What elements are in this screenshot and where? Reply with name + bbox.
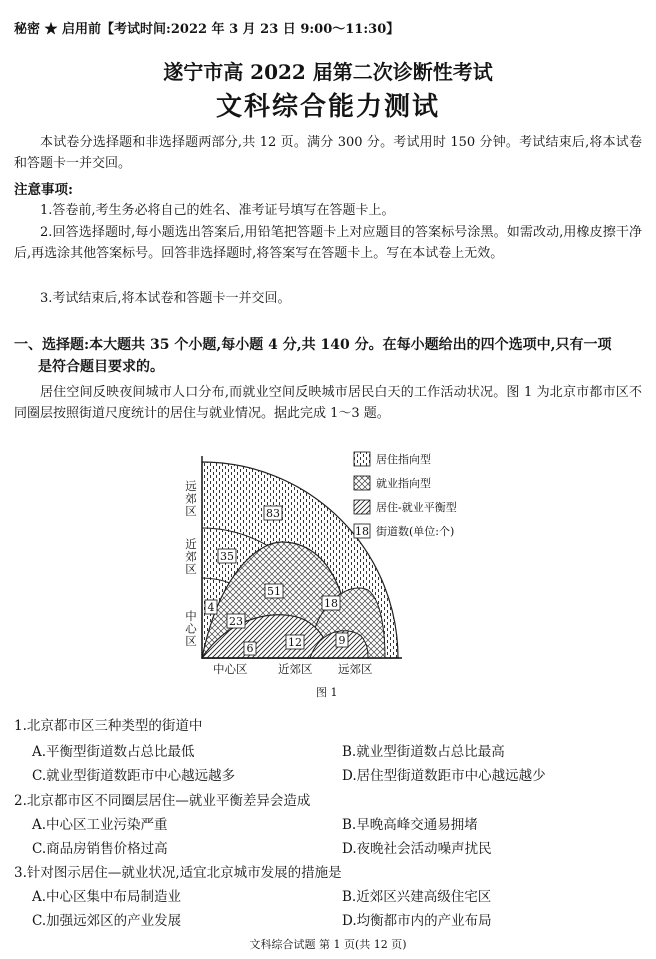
question-1-stem: 1.北京都市区三种类型的街道中 [14,718,203,734]
question-2-option-b[interactable]: B.早晚高峰交通易拥堵 [342,817,478,833]
question-2-option-d[interactable]: D.夜晚社会活动噪声扰民 [342,841,492,857]
region-number-residential-center: 4 [207,601,215,614]
x-label-center: 中心区 [213,662,248,676]
legend-balanced: 居住-就业平衡型 [376,501,457,514]
question-2-option-c[interactable]: C.商品房销售价格过高 [32,841,168,857]
question-3-option-d[interactable]: D.均衡都市内的产业布局 [342,913,492,929]
legend-residential: 居住指向型 [376,453,431,466]
question-2-stem: 2.北京都市区不同圈层居住—就业平衡差异会造成 [14,793,311,809]
exam-title-subject: 文科综合能力测试 [215,92,440,122]
question-2-option-a[interactable]: A.中心区工业污染严重 [32,817,168,833]
region-number-balanced-near: 12 [288,636,302,649]
region-number-balanced-center: 6 [246,642,254,655]
y-label-center: 中心区 [184,610,198,648]
region-number-employment-near: 51 [267,585,281,598]
notice-item-2: 2.回答选择题时,每小题选出答案后,用铅笔把答题卡上对应题目的答案标号涂黑。如需改动,用橡皮擦干净后,再选涂其他答案标号。回答非选择题时,将答案写在答题卡上。写在本试卷上无效。 [14,225,642,261]
legend-street-count: 街道数(单位:个) [376,525,455,538]
figure-caption: 图 1 [316,686,338,699]
region-number-residential-near: 35 [220,550,234,563]
figure-legend [354,452,457,538]
exam-intro: 本试卷分选择题和非选择题两部分,共 12 页。满分 300 分。考试用时 150 分钟。考试结束后,将本试卷和答题卡一并交回。 [14,135,642,171]
question-3-option-c[interactable]: C.加强远郊区的产业发展 [32,913,182,929]
question-1-option-a[interactable]: A.平衡型街道数占总比最低 [32,744,195,760]
question-3-option-a[interactable]: A.中心区集中布局制造业 [32,889,182,905]
section-heading-line1: 一、选择题:本大题共 35 个小题,每小题 4 分,共 140 分。在每小题给出的四个选项中,只有一项 [14,337,612,353]
notice-item-3: 3.考试结束后,将本试卷和答题卡一并交回。 [40,291,291,306]
region-number-employment-far: 18 [324,597,338,610]
region-number-balanced-far: 9 [338,634,346,647]
notice-title: 注意事项: [14,182,73,198]
section-heading [14,334,642,378]
region-number-residential-far: 83 [266,507,280,520]
reading-passage: 居住空间反映夜间城市人口分布,而就业空间反映城市居民白天的工作活动状况。图 1 为北京市都市区不同圈层按照街道尺度统计的居住与就业情况。据此完成 1～3 题。 [14,385,642,421]
figure-1-diagram [170,430,500,680]
question-1-option-d[interactable]: D.居住型街道数距市中心越远越少 [342,768,546,784]
section-heading-line2: 是符合题目要求的。 [38,359,164,375]
notice-item-1: 1.答卷前,考生务必将自己的姓名、准考证号填写在答题卡上。 [40,203,395,218]
x-label-near-suburb: 近郊区 [278,662,313,676]
x-label-far-suburb: 远郊区 [338,662,373,676]
exam-header: 秘密 ★ 启用前【考试时间:2022 年 3 月 23 日 9:00～11:30】 [14,22,400,37]
question-1-option-c[interactable]: C.就业型街道数距市中心越远越多 [32,768,236,784]
region-number-employment-center: 23 [229,615,243,628]
question-3-option-b[interactable]: B.近郊区兴建高级住宅区 [342,889,492,905]
question-3-stem: 3.针对图示居住—就业状况,适宜北京城市发展的措施是 [14,865,342,881]
exam-title-school: 遂宁市高 2022 届第二次诊断性考试 [163,60,493,84]
question-1-option-b[interactable]: B.就业型街道数占总比最高 [342,744,505,760]
legend-employment: 就业指向型 [376,477,431,490]
legend-sample-number: 18 [355,525,369,538]
y-label-far-suburb: 远郊区 [184,480,198,518]
page-footer: 文科综合试题 第 1 页(共 12 页) [249,938,407,951]
y-label-near-suburb: 近郊区 [184,538,198,576]
